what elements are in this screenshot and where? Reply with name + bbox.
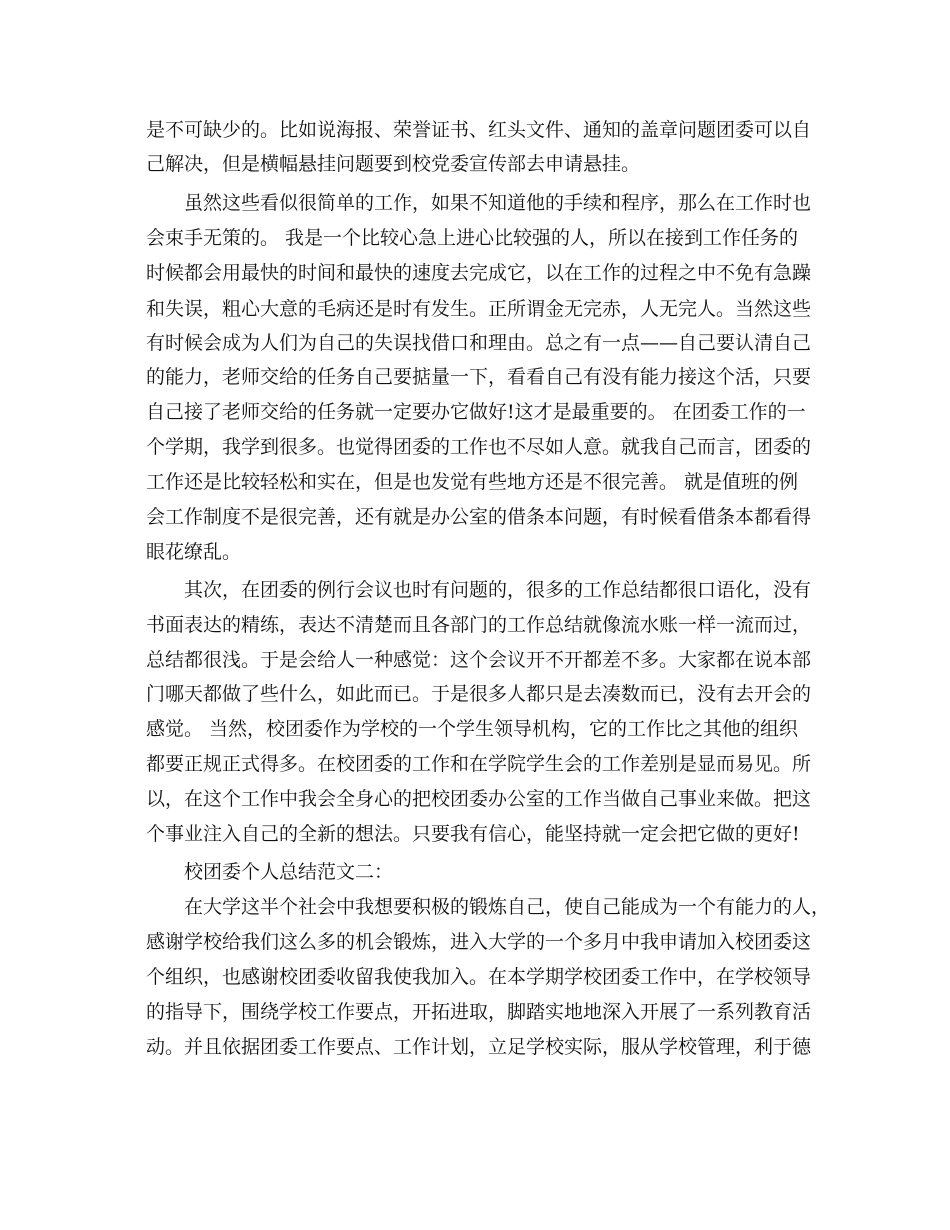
text-line: 和失误，粗心大意的毛病还是时有发生。正所谓金无完赤，人无完人。当然这些 <box>146 298 812 320</box>
text-line: 自己接了老师交给的任务就一定要办它做好!这才是最重要的。 在团委工作的一 <box>146 401 806 423</box>
text-line: 是不可缺少的。比如说海报、荣誉证书、红头文件、通知的盖章问题团委可以自 <box>146 119 812 141</box>
text-line: 个学期，我学到很多。也觉得团委的工作也不尽如人意。就我自己而言，团委的 <box>146 436 812 458</box>
text-line: 时候都会用最快的时间和最快的速度去完成它，以在工作的过程之中不免有急躁 <box>146 262 812 284</box>
text-line: 在大学这半个社会中我想要积极的锻炼自己，使自己能成为一个有能力的人， <box>184 896 831 918</box>
text-line: 工作还是比较轻松和实在，但是也发觉有些地方还是不很完善。 就是值班的例 <box>146 471 799 493</box>
text-line: 书面表达的精练，表达不清楚而且各部门的工作总结就像流水账一样一流而过， <box>146 614 812 636</box>
text-line: 个事业注入自己的全新的想法。只要我有信心，能坚持就一定会把它做的更好! <box>146 823 800 845</box>
text-line: 其次，在团委的例行会议也时有问题的，很多的工作总结都很口语化，没有 <box>184 579 812 601</box>
text-line: 总结都很浅。于是会给人一种感觉：这个会议开不开都差不多。大家都在说本部 <box>146 649 812 671</box>
text-line: 感觉。 当然，校团委作为学校的一个学生领导机构，它的工作比之其他的组织 <box>146 718 799 740</box>
text-line: 门哪天都做了些什么，如此而已。于是很多人都只是去凑数而已，没有去开会的 <box>146 683 812 705</box>
text-line: 的指导下，围绕学校工作要点，开拓进取，脚踏实地地深入开展了一系列教育活 <box>146 1001 812 1023</box>
text-line: 会工作制度不是很完善，还有就是办公室的借条本问题，有时候看借条本都看得 <box>146 506 812 528</box>
text-line: 有时候会成为人们为自己的失误找借口和理由。总之有一点——自己要认清自己 <box>146 332 812 354</box>
text-line: 感谢学校给我们这么多的机会锻炼，进入大学的一个多月中我申请加入校团委这 <box>146 931 812 953</box>
text-line: 动。并且依据团委工作要点、工作计划，立足学校实际，服从学校管理，利于德 <box>146 1036 812 1058</box>
text-line: 以，在这个工作中我会全身心的把校团委办公室的工作当做自己事业来做。把这 <box>146 788 812 810</box>
text-line: 都要正规正式得多。在校团委的工作和在学院学生会的工作差别是显而易见。所 <box>146 753 812 775</box>
text-line: 会束手无策的。 我是一个比较心急上进心比较强的人，所以在接到工作任务的 <box>146 227 799 249</box>
text-line: 个组织，也感谢校团委收留我使我加入。在本学期学校团委工作中，在学校领导 <box>146 966 812 988</box>
text-line: 的能力，老师交给的任务自己要掂量一下，看看自己有没有能力接这个活，只要 <box>146 366 812 388</box>
text-line: 虽然这些看似很简单的工作，如果不知道他的手续和程序，那么在工作时也 <box>184 192 812 214</box>
section-heading: 校团委个人总结范文二： <box>184 861 394 883</box>
text-line: 眼花缭乱。 <box>146 541 242 563</box>
text-line: 己解决，但是横幅悬挂问题要到校党委宣传部去申请悬挂。 <box>146 153 641 175</box>
